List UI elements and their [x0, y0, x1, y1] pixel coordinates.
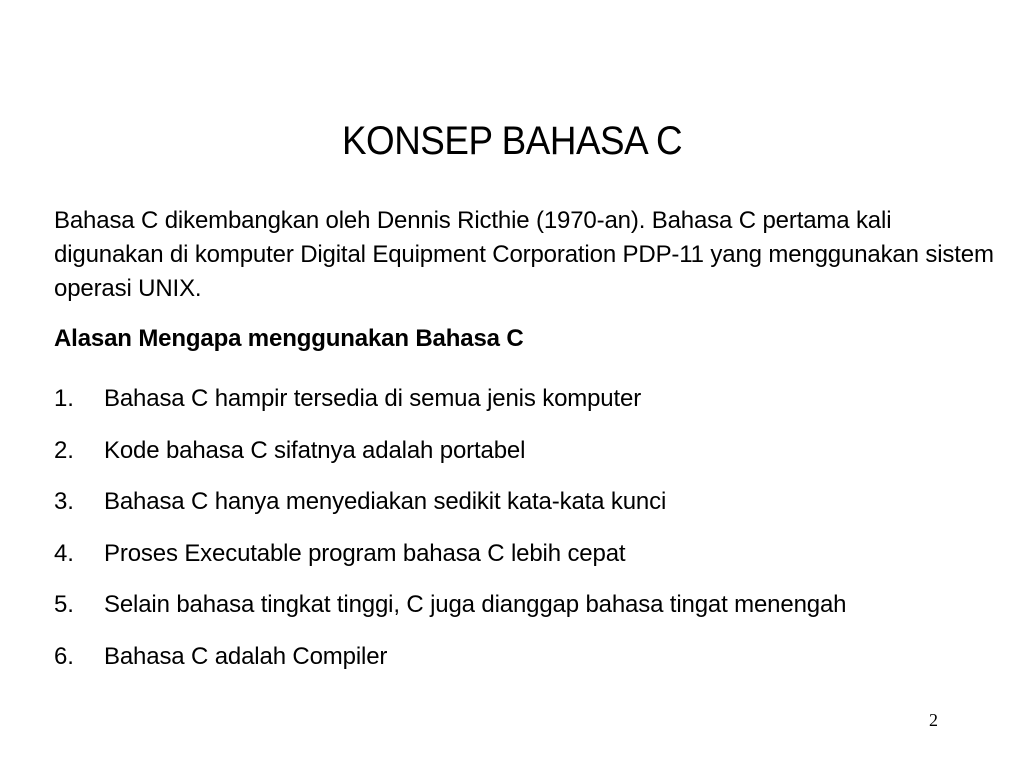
reason-text: Kode bahasa C sifatnya adalah portabel	[104, 436, 526, 464]
slide-title: KONSEP BAHASA C	[341, 118, 683, 163]
reason-number: 4.	[54, 539, 74, 567]
reason-text: Selain bahasa tingkat tinggi, C juga dianggap bahasa tingat menengah	[104, 591, 847, 618]
reason-text: Bahasa C hampir tersedia di semua jenis komputer	[104, 385, 642, 412]
reason-number: 5.	[54, 591, 74, 618]
reasons-heading: Alasan Mengapa menggunakan Bahasa C	[54, 325, 524, 352]
reason-text: Bahasa C adalah Compiler	[104, 642, 388, 670]
reasons-list	[54, 382, 1014, 691]
reason-number: 2.	[54, 436, 74, 464]
reason-item	[54, 537, 1014, 589]
reason-text: Proses Executable program bahasa C lebih cepat	[104, 539, 626, 567]
reason-number: 1.	[54, 385, 74, 412]
reason-number: 6.	[54, 642, 74, 670]
reason-text: Bahasa C hanya menyediakan sedikit kata-kata kunci	[104, 488, 667, 515]
reason-item	[54, 588, 1014, 640]
reason-item	[54, 382, 1014, 434]
intro-paragraph: Bahasa C dikembangkan oleh Dennis Ricthie (1970-an). Bahasa C pertama kali digunakan di komputer Digital Equipment Corporation PDP-11 yang menggunakan sistem operasi UNIX.	[54, 207, 994, 302]
page-number: 2	[929, 710, 938, 730]
reason-item	[54, 485, 1014, 537]
reason-item	[54, 434, 1014, 486]
reason-number: 3.	[54, 488, 74, 515]
reason-item	[54, 640, 1014, 692]
